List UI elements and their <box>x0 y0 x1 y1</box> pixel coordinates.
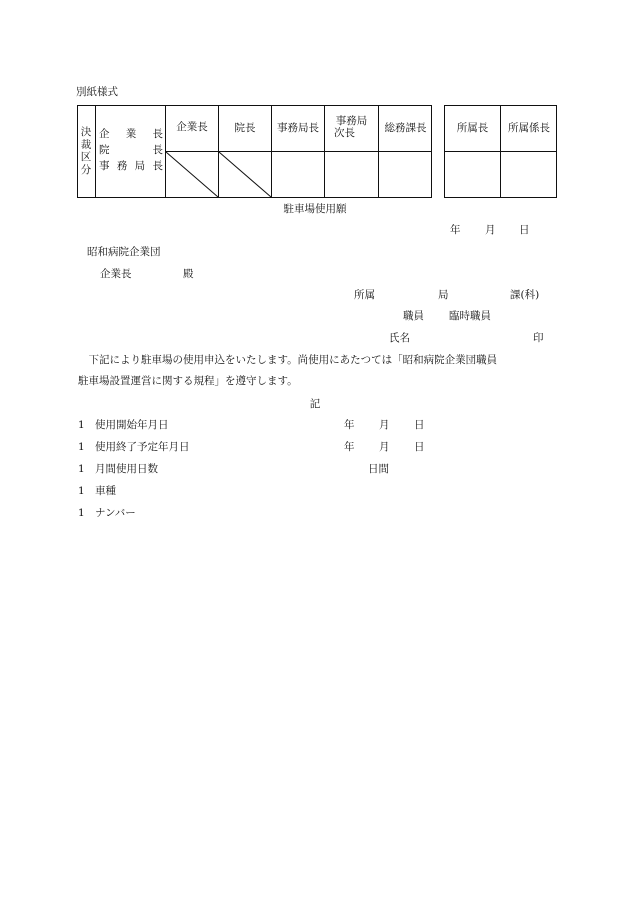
seal-mark: 印 <box>533 332 544 344</box>
date-day: 日 <box>519 224 530 236</box>
form-label: 別紙様式 <box>76 86 118 98</box>
role-kigyocho: 企 業 長 <box>99 128 163 140</box>
applicant-bureau: 局 <box>438 289 449 301</box>
applicant-affiliation: 所属 <box>354 289 375 301</box>
col-shozokucho: 所属長 <box>456 122 489 134</box>
col-incho: 院長 <box>234 122 256 134</box>
role-jimukyokucho: 事 務 局 長 <box>99 160 163 172</box>
addressee-title: 企業長 <box>100 268 132 280</box>
date-month: 月 <box>485 224 496 236</box>
role-incho: 院 長 <box>99 144 163 156</box>
addressee-honorific: 殿 <box>183 268 194 280</box>
applicant-staff: 職員 <box>403 310 424 322</box>
request-body-line2: 駐車場設置運営に関する規程」を遵守します。 <box>78 375 298 387</box>
request-body-line1: 下記により駐車場の使用申込をいたします。尚使用にあたつては「昭和病院企業団職員 <box>88 354 498 366</box>
col-kigyocho: 企業長 <box>176 121 208 133</box>
document-page: 別紙様式 決 裁 区 分 企 業 長 院 長 事 務 局 長 企業長 院長 事務局長 事務局 次長 総務課長 所属長 所属係長 駐車場使用願 年 月 日 昭和病院企業団 企業長 殿 所属 局 課(科) 職員 臨時職員 氏名 印 下記により駐車場の使用申込をいたします。尚使用にあたつては「昭和病院企業団職員 駐車場設置運営に関する規程」を遵守します。 記 1 使用開始年月日 年 月 日 1 使用終了予定年月日 年 月 日 1 月間使用日数 日間 1 車種 1 ナンバー <box>0 0 630 915</box>
date-year: 年 <box>450 224 461 236</box>
col-shozokukakaricho: 所属係長 <box>508 122 550 134</box>
document-title: 駐車場使用願 <box>283 203 347 215</box>
applicant-section: 課(科) <box>510 289 540 301</box>
applicant-name-label: 氏名 <box>389 332 410 344</box>
applicant-temp-staff: 臨時職員 <box>449 310 491 322</box>
col-somukacho: 総務課長 <box>384 122 427 134</box>
ki-heading: 記 <box>309 398 321 410</box>
col-jimukyokucho: 事務局長 <box>277 122 319 134</box>
addressee-org: 昭和病院企業団 <box>87 246 161 258</box>
request-body <box>78 350 558 392</box>
decision-category-label: 決 裁 区 分 <box>80 126 92 176</box>
col-jimukyoku-jicho: 事務局 次長 <box>334 115 368 139</box>
